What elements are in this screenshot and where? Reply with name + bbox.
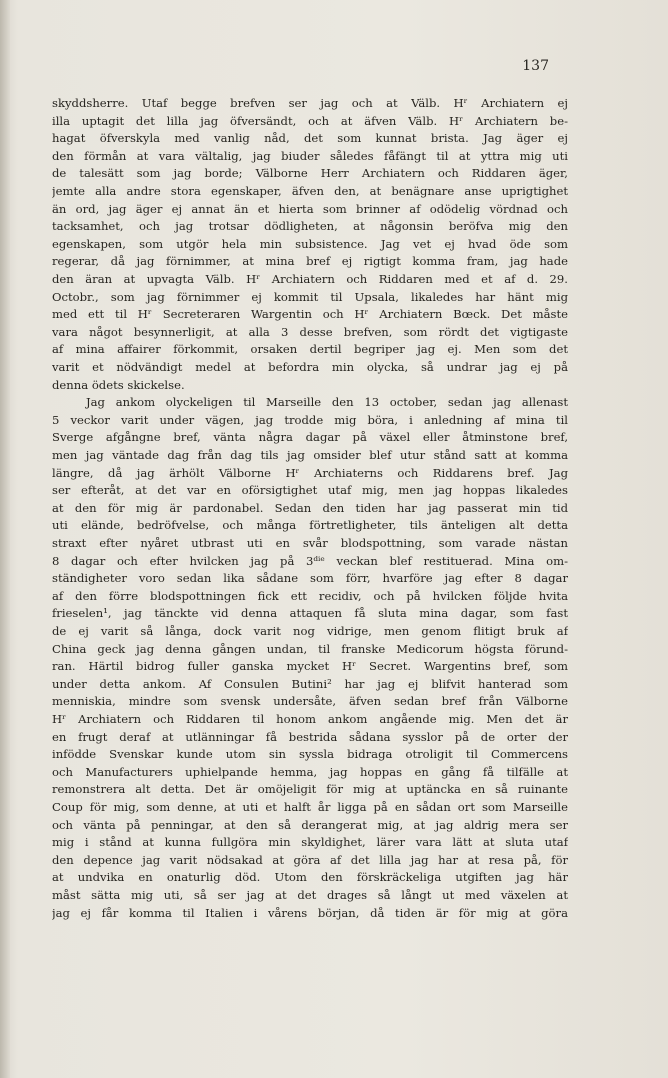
text-line: frieselen¹, jag tänckte vid denna attaquen få sluta mina dagar, som fast: [52, 606, 568, 621]
page-spine-shadow: [0, 0, 10, 1078]
text-line: at den för mig är pardonabel. Sedan den tiden har jag passerat min tid: [52, 500, 568, 515]
text-line: måst sätta mig uti, så ser jag at det drages så långt ut med växelen at: [52, 888, 568, 902]
text-line: en frugt deraf at utlänningar få bestrida sådana sysslor på de orter der: [52, 729, 568, 744]
text-line: jemte alla andre stora egenskaper, äfven den, at benägnare anse uprigtighet: [52, 184, 568, 198]
text-line: men jag väntade dag från dag tils jag omsider blef utur stånd satt at komma: [52, 448, 568, 462]
text-line: 5 veckor varit under vägen, jag trodde mig böra, i anledning af mina til: [52, 412, 568, 427]
text-line: Coup för mig, som denne, at uti et halft år ligga på en sådan ort som Marseille: [52, 800, 568, 814]
text-line: än ord, jag äger ej annat än et hierta som brinner af odödelig vördnad och: [52, 201, 568, 216]
text-line: straxt efter nyåret utbrast uti en svår blodspottning, som varade nästan: [52, 536, 568, 550]
text-line: 8 dagar och efter hvilcken jag på 3ᵈⁱᵉ veckan blef restituerad. Mina om-: [52, 553, 568, 568]
text-line: af den förre blodspottningen fick ett recidiv, och på hvilcken följde hvita: [52, 588, 568, 603]
text-line: den förmån at vara vältalig, jag biuder således fåfängt til at yttra mig uti: [52, 148, 568, 163]
text-line: Sverge afgångne bref, vänta några dagar på växel eller åtminstone bref,: [52, 430, 568, 445]
text-line: de talesätt som jag borde; Välborne Herr Archiatern och Riddaren äger,: [52, 166, 568, 181]
text-line: hagat öfverskyla med vanlig nåd, det som kunnat brista. Jag äger ej: [52, 131, 568, 146]
text-line: remonstrera alt detta. Det är omöjeligit för mig at uptäncka en så ruinante: [52, 782, 568, 797]
text-line: och vänta på penningar, at den så derangerat mig, at jag aldrig mera ser: [52, 817, 568, 832]
text-line: denna ödets skickelse.: [52, 377, 185, 392]
text-line: jag ej får komma til Italien i vårens början, då tiden är för mig at göra: [52, 905, 568, 920]
text-line: tacksamhet, och jag trotsar dödligheten, at någonsin beröfva mig den: [52, 219, 568, 234]
text-line: China geck jag denna gången undan, til franske Medicorum högsta förund-: [52, 641, 568, 656]
text-line: varit et nödvändigt medel at befordra min olycka, så undrar jag ej på: [52, 360, 568, 374]
text-line: längre, då jag ärhölt Välborne Hʳ Archiaterns och Riddarens bref. Jag: [52, 465, 568, 480]
text-line: ständigheter voro sedan lika sådane som förr, hvarföre jag efter 8 dagar: [52, 571, 568, 586]
text-line: at undvika en onaturlig död. Utom den förskräckeliga utgiften jag här: [52, 870, 568, 885]
text-line: med ett til Hʳ Secreteraren Wargentin och Hʳ Archiatern Bœck. Det måste: [52, 307, 568, 322]
text-line: den depence jag varit nödsakad at göra af det lilla jag har at resa på, för: [52, 852, 568, 867]
text-line: vara något besynnerligit, at alla 3 desse brefven, som rördt det vigtigaste: [52, 324, 568, 339]
text-line: illa uptagit det lilla jag öfversändt, och at äfven Välb. Hʳ Archiatern be-: [52, 113, 568, 128]
text-line: uti elände, bedröfvelse, och många förtretligheter, tils änteligen alt detta: [52, 518, 568, 533]
text-line: Hʳ Archiatern och Riddaren til honom ankom angående mig. Men det är: [52, 712, 568, 726]
text-line: ran. Härtil bidrog fuller ganska mycket Hʳ Secret. Wargentins bref, som: [52, 659, 568, 674]
text-line: skyddsherre. Utaf begge brefven ser jag och at Välb. Hʳ Archiatern ej: [52, 96, 568, 110]
page-number: 137: [522, 58, 549, 74]
text-line: Octobr., som jag förnimmer ej kommit til Upsala, likaledes har hänt mig: [52, 289, 568, 304]
text-line: mig i stånd at kunna fullgöra min skyldighet, lärer vara lätt at sluta utaf: [52, 835, 568, 850]
text-line: regerar, då jag förnimmer, at mina bref ej rigtigt komma fram, jag hade: [52, 254, 568, 269]
text-line: [52, 922, 568, 940]
text-line: ser efteråt, at det var en oförsigtighet utaf mig, men jag hoppas likaledes: [52, 483, 568, 498]
text-line: egenskapen, som utgör hela min subsistence. Jag vet ej hvad öde som: [52, 236, 568, 251]
text-line: de ej varit så långa, dock varit nog vidrige, men genom flitigt bruk af: [52, 624, 568, 638]
text-line: Jag ankom olyckeligen til Marseille den 13 october, sedan jag allenast: [86, 395, 568, 410]
text-line: infödde Svenskar kunde utom sin syssla bidraga otroligit til Commercens: [52, 747, 568, 762]
text-line: den äran at upvagta Välb. Hʳ Archiatern och Riddaren med et af d. 29.: [52, 272, 568, 286]
text-line: under detta ankom. Af Consulen Butini² har jag ej blifvit hanterad som: [52, 676, 568, 691]
text-line: och Manufacturers uphielpande hemma, jag hoppas en gång få tilfälle at: [52, 764, 568, 779]
text-line: af mina affairer förkommit, orsaken dertil begriper jag ej. Men som det: [52, 342, 568, 357]
text-line: menniskia, mindre som svensk undersåte, äfven sedan bref från Välborne: [52, 694, 568, 709]
